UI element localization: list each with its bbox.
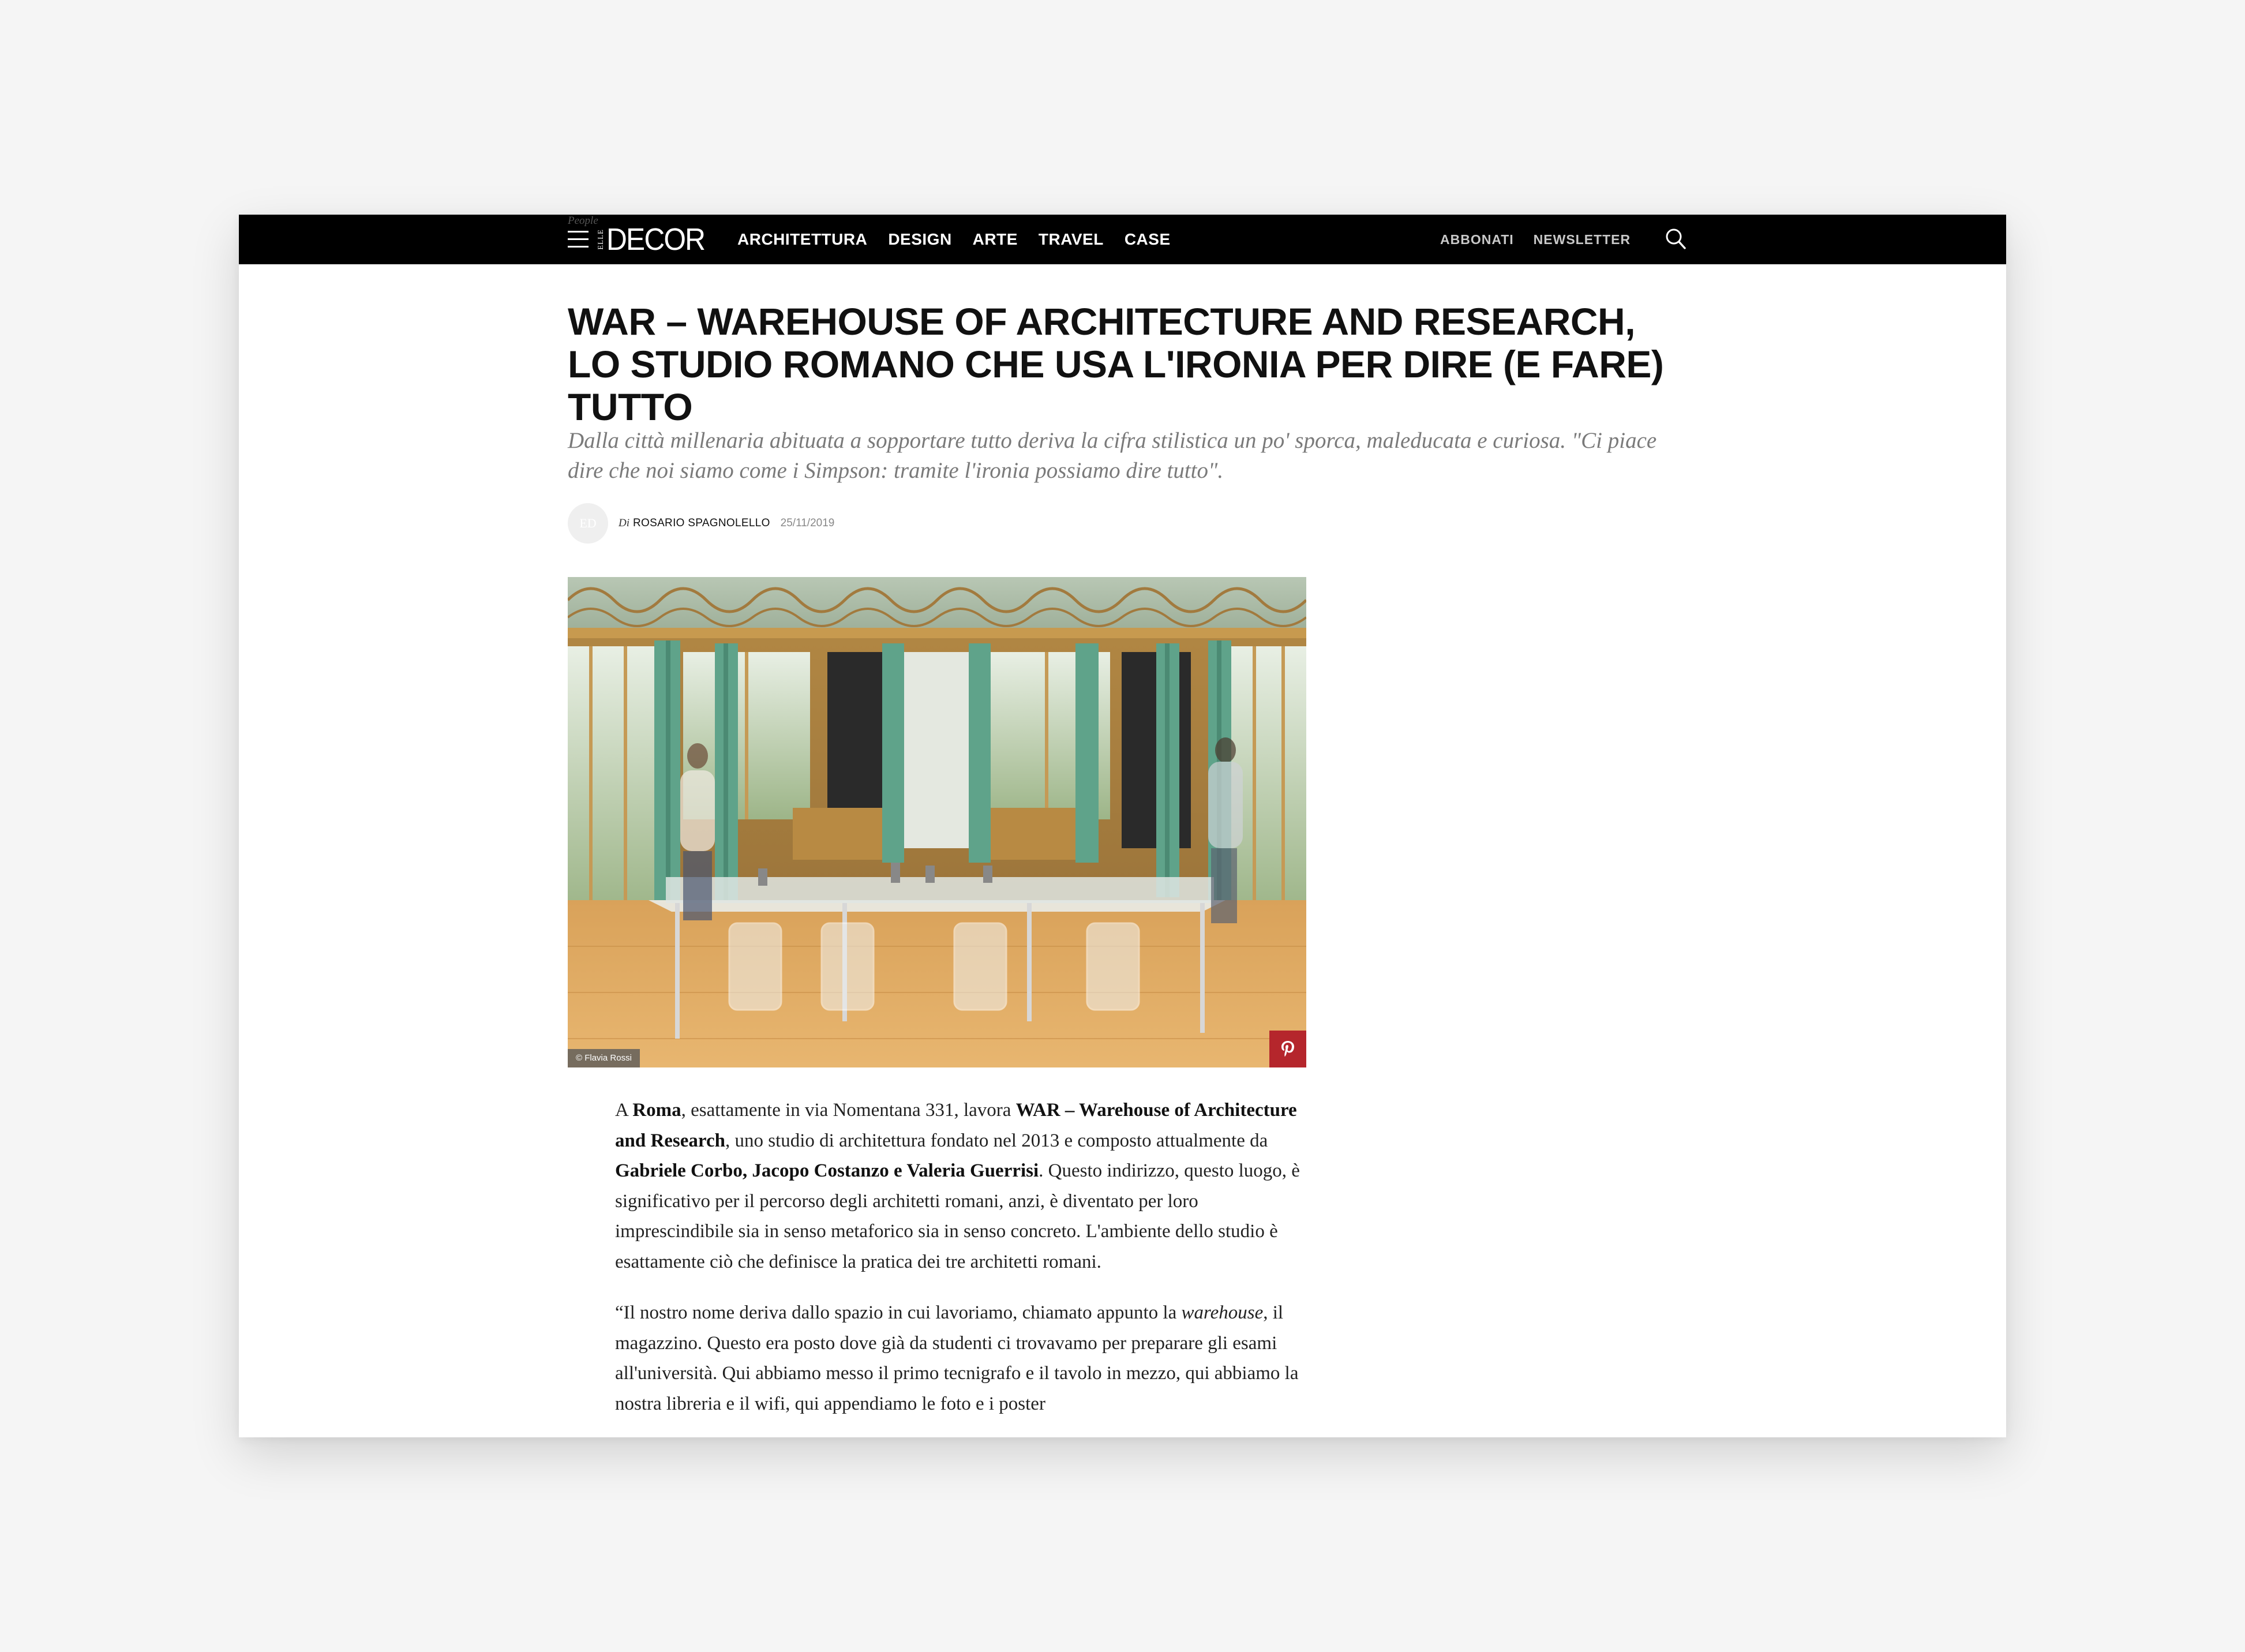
article-subtitle: Dalla città millenaria abituata a sopportare tutto deriva la cifra stilistica un po' sporca, maleducata e curiosa. "Ci piace dire che noi siamo come i Simpson: tramite l'ironia possiamo dire tutto". [568,428,1657,483]
bold-text: Roma [632,1100,681,1121]
nav-item-case[interactable]: CASE [1124,230,1171,248]
logo-decor: DECOR [606,222,705,257]
text-run: , uno studio di architettura fondato nel 2013 e composto attualmente da [725,1130,1268,1151]
article-body [615,1095,1307,1437]
photo-credit: © Flavia Rossi [568,1049,640,1067]
text-run: , il magazzino. Questo era posto dove già da studenti ci trovavamo per preparare gli esami all'università. Qui abbiamo messo il primo tecnigrafo e il tavolo in mezzo, qui abbiamo la nostra libreria e il wifi, qui appendiamo le foto e i poster [615,1302,1299,1414]
byline-prefix: Di [619,517,629,529]
nav-item-travel[interactable]: TRAVEL [1038,230,1104,248]
search-icon[interactable] [1665,226,1688,252]
article-title: WAR – WAREHOUSE OF ARCHITECTURE AND RESEARCH, LO STUDIO ROMANO CHE USA L'IRONIA PER DIRE (E FARE) TUTTO [568,300,1664,428]
secondary-nav [1440,215,1631,264]
publish-date: 25/11/2019 [780,517,835,529]
byline [568,503,834,544]
author-name[interactable]: ROSARIO SPAGNOLELLO [633,517,770,529]
menu-icon[interactable] [568,228,589,251]
text-run: . Questo indirizzo, questo luogo, è significativo per il percorso degli architetti romani, anzi, è diventato per loro imprescindibile sia in senso metaforico sia in senso concreto. L'ambiente dello studio è esattamente ciò che definisce la pratica dei tre architetti romani. [615,1160,1300,1272]
top-navbar [239,215,2006,264]
text-run: “Il nostro nome deriva dallo spazio in cui lavoriamo, chiamato appunto la [615,1302,1182,1323]
site-logo[interactable] [597,220,713,259]
logo-elle: ELLE [596,229,605,250]
abbonati-link[interactable]: ABBONATI [1440,231,1514,247]
nav-item-design[interactable]: DESIGN [888,230,952,248]
newsletter-link[interactable]: NEWSLETTER [1533,231,1631,247]
pinterest-icon [1279,1039,1296,1059]
pinterest-button[interactable] [1269,1031,1306,1067]
body-paragraph [615,1298,1307,1419]
article-category[interactable]: People [568,215,598,227]
text-run: A [615,1100,633,1121]
body-paragraph [615,1095,1307,1277]
italic-text: warehouse [1181,1302,1264,1323]
nav-item-arte[interactable]: ARTE [972,230,1018,248]
primary-nav [737,215,1171,264]
bold-text: Gabriele Corbo, Jacopo Costanzo e Valeria Guerrisi [615,1160,1039,1181]
text-run: , esattamente in via Nomentana 331, lavora [681,1100,1016,1121]
nav-item-architettura[interactable]: ARCHITETTURA [737,230,868,248]
hero-image [568,577,1306,1067]
browser-page [239,215,2006,1437]
author-avatar: ED [568,503,608,544]
bold-text: WAR – Warehouse of Architecture and Research [615,1100,1297,1151]
